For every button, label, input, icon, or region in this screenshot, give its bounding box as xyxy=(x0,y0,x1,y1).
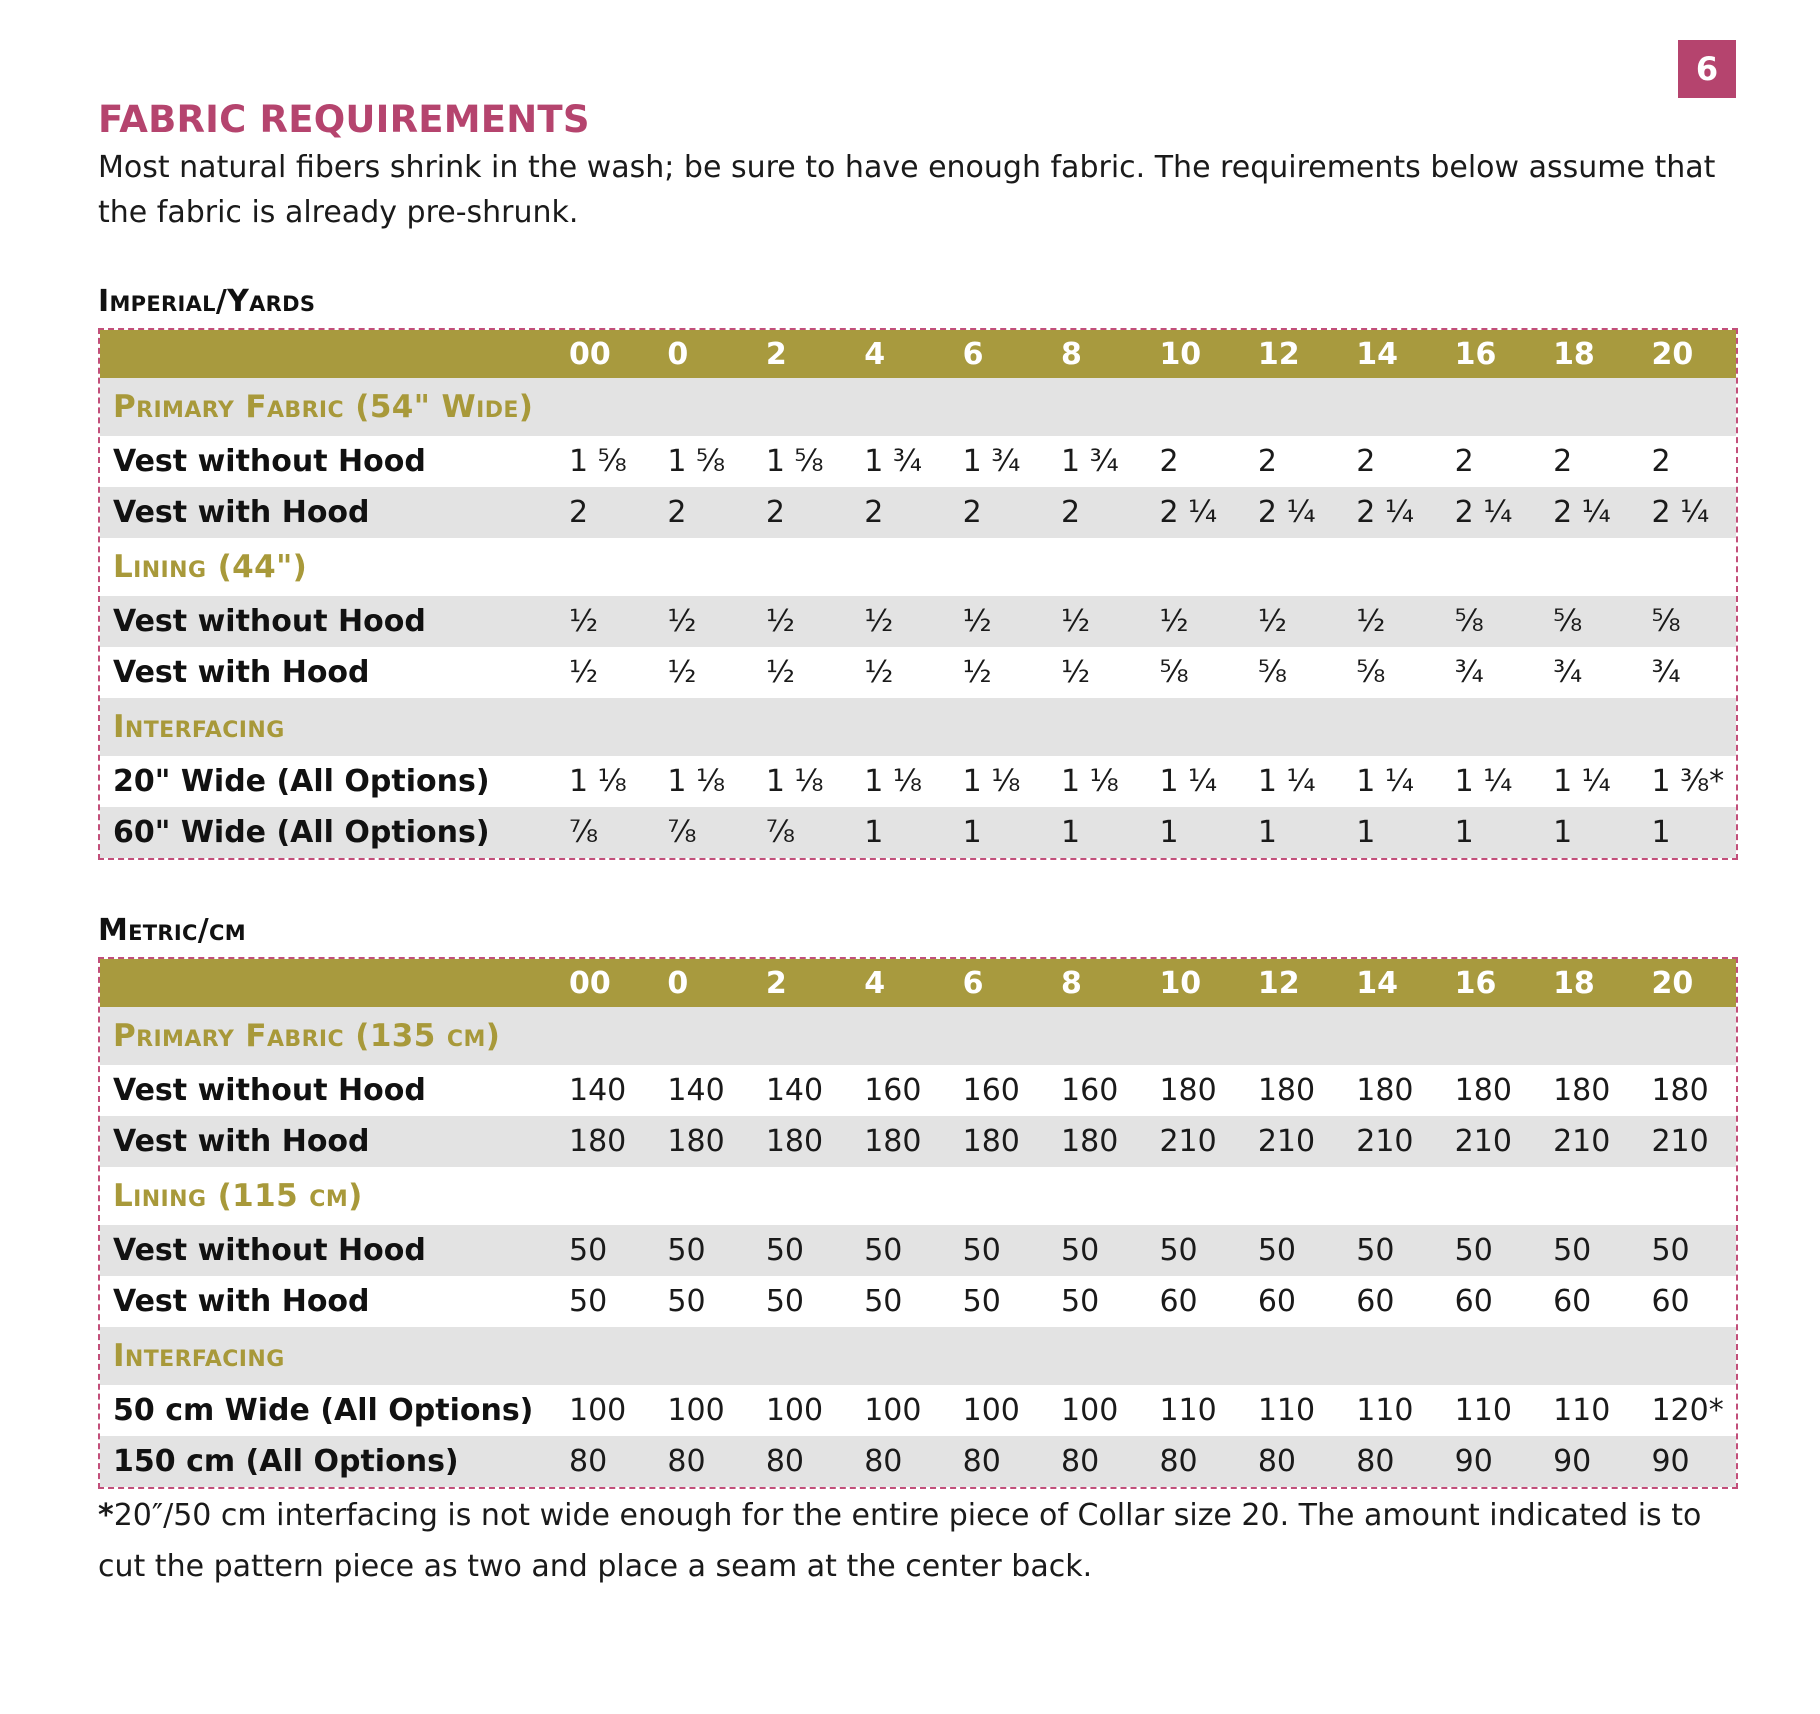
value-cell: 60 xyxy=(1244,1276,1342,1327)
size-header-cell: 8 xyxy=(1047,959,1145,1007)
size-header-blank xyxy=(100,330,555,378)
table-row xyxy=(100,487,1736,538)
table-row xyxy=(100,807,1736,858)
value-cell: 180 xyxy=(752,1116,850,1167)
value-cell: 180 xyxy=(1047,1116,1145,1167)
footnote-text: 20″/50 cm interfacing is not wide enough for the entire piece of Collar size 20. The amount indicated is to cut the pattern piece as two and place a seam at the center back. xyxy=(98,1498,1702,1584)
value-cell: 80 xyxy=(1244,1436,1342,1487)
category-label: Interfacing xyxy=(100,698,1736,756)
category-row-primary xyxy=(100,1007,1736,1065)
value-cell: 2 xyxy=(752,487,850,538)
value-cell: 50 xyxy=(555,1225,653,1276)
row-label: Vest with Hood xyxy=(100,1276,555,1327)
table-row xyxy=(100,756,1736,807)
value-cell: 80 xyxy=(653,1436,751,1487)
row-label: Vest without Hood xyxy=(100,596,555,647)
value-cell: ½ xyxy=(653,647,751,698)
row-label: Vest with Hood xyxy=(100,1116,555,1167)
row-label: 60" Wide (All Options) xyxy=(100,807,555,858)
value-cell: 210 xyxy=(1145,1116,1243,1167)
value-cell: 50 xyxy=(1047,1276,1145,1327)
table-row xyxy=(100,1065,1736,1116)
value-cell: 80 xyxy=(949,1436,1047,1487)
category-row-lining xyxy=(100,538,1736,596)
value-cell: ½ xyxy=(1047,647,1145,698)
value-cell: 140 xyxy=(752,1065,850,1116)
value-cell: 1 ⅛ xyxy=(555,756,653,807)
value-cell: 210 xyxy=(1441,1116,1539,1167)
value-cell: 1 ⅛ xyxy=(752,756,850,807)
value-cell: 2 xyxy=(653,487,751,538)
value-cell: 50 xyxy=(850,1225,948,1276)
size-header-cell: 10 xyxy=(1145,959,1243,1007)
size-header-cell: 0 xyxy=(653,330,751,378)
value-cell: 100 xyxy=(555,1385,653,1436)
value-cell: 50 xyxy=(1244,1225,1342,1276)
page-number-badge: 6 xyxy=(1678,40,1736,98)
value-cell: 50 xyxy=(1441,1225,1539,1276)
metric-table xyxy=(98,957,1738,1489)
value-cell: 2 xyxy=(1047,487,1145,538)
value-cell: 1 ⅛ xyxy=(1047,756,1145,807)
value-cell: 120* xyxy=(1637,1385,1736,1436)
value-cell: 1 xyxy=(1145,807,1243,858)
table-row xyxy=(100,596,1736,647)
page-title: FABRIC REQUIREMENTS xyxy=(98,98,590,141)
value-cell: ⅝ xyxy=(1342,647,1440,698)
value-cell: 100 xyxy=(1047,1385,1145,1436)
value-cell: 1 ⅝ xyxy=(555,436,653,487)
value-cell: 1 ¼ xyxy=(1441,756,1539,807)
size-header-cell: 00 xyxy=(555,330,653,378)
value-cell: 1 xyxy=(850,807,948,858)
category-label: Lining (115 cm) xyxy=(100,1167,1736,1225)
value-cell: 60 xyxy=(1145,1276,1243,1327)
value-cell: 1 xyxy=(1047,807,1145,858)
value-cell: 2 ¼ xyxy=(1244,487,1342,538)
value-cell: 2 xyxy=(1342,436,1440,487)
value-cell: 1 ⅛ xyxy=(653,756,751,807)
value-cell: 210 xyxy=(1539,1116,1637,1167)
value-cell: 50 xyxy=(1145,1225,1243,1276)
value-cell: 140 xyxy=(653,1065,751,1116)
value-cell: 1 ⅛ xyxy=(949,756,1047,807)
table-row xyxy=(100,1225,1736,1276)
value-cell: 80 xyxy=(555,1436,653,1487)
value-cell: 180 xyxy=(1244,1065,1342,1116)
value-cell: 50 xyxy=(653,1276,751,1327)
size-header-blank xyxy=(100,959,555,1007)
value-cell: 110 xyxy=(1539,1385,1637,1436)
value-cell: 180 xyxy=(1637,1065,1736,1116)
size-header-cell: 6 xyxy=(949,959,1047,1007)
value-cell: 1 ⅝ xyxy=(653,436,751,487)
category-label: Interfacing xyxy=(100,1327,1736,1385)
category-row-lining xyxy=(100,1167,1736,1225)
value-cell: ½ xyxy=(555,647,653,698)
value-cell: 1 ¼ xyxy=(1539,756,1637,807)
table-row xyxy=(100,1116,1736,1167)
category-row-primary xyxy=(100,378,1736,436)
category-label: Primary Fabric (135 cm) xyxy=(100,1007,1736,1065)
size-header-cell: 10 xyxy=(1145,330,1243,378)
value-cell: 140 xyxy=(555,1065,653,1116)
value-cell: 50 xyxy=(1342,1225,1440,1276)
category-row-interfacing xyxy=(100,1327,1736,1385)
size-header-cell: 2 xyxy=(752,330,850,378)
row-label: Vest without Hood xyxy=(100,436,555,487)
table-row xyxy=(100,647,1736,698)
size-header-cell: 0 xyxy=(653,959,751,1007)
value-cell: 160 xyxy=(1047,1065,1145,1116)
value-cell: 210 xyxy=(1637,1116,1736,1167)
value-cell: 2 xyxy=(1145,436,1243,487)
value-cell: ½ xyxy=(1244,596,1342,647)
size-header-cell: 12 xyxy=(1244,959,1342,1007)
value-cell: 1 ¾ xyxy=(1047,436,1145,487)
imperial-table xyxy=(98,328,1738,860)
value-cell: 2 ¼ xyxy=(1342,487,1440,538)
value-cell: 60 xyxy=(1342,1276,1440,1327)
row-label: Vest with Hood xyxy=(100,647,555,698)
value-cell: 2 xyxy=(1539,436,1637,487)
row-label: Vest without Hood xyxy=(100,1065,555,1116)
value-cell: ½ xyxy=(1047,596,1145,647)
size-header-row xyxy=(100,959,1736,1007)
value-cell: ½ xyxy=(752,647,850,698)
value-cell: 1 xyxy=(1342,807,1440,858)
value-cell: 160 xyxy=(949,1065,1047,1116)
size-header-row xyxy=(100,330,1736,378)
value-cell: 90 xyxy=(1539,1436,1637,1487)
size-header-cell: 4 xyxy=(850,959,948,1007)
value-cell: 50 xyxy=(1539,1225,1637,1276)
value-cell: 90 xyxy=(1637,1436,1736,1487)
size-header-cell: 18 xyxy=(1539,330,1637,378)
value-cell: ½ xyxy=(949,596,1047,647)
size-header-cell: 14 xyxy=(1342,330,1440,378)
value-cell: 1 xyxy=(1244,807,1342,858)
value-cell: 2 xyxy=(949,487,1047,538)
value-cell: 2 xyxy=(1637,436,1736,487)
value-cell: 180 xyxy=(850,1116,948,1167)
size-header-cell: 2 xyxy=(752,959,850,1007)
value-cell: 50 xyxy=(752,1276,850,1327)
size-header-cell: 18 xyxy=(1539,959,1637,1007)
value-cell: 180 xyxy=(949,1116,1047,1167)
value-cell: 180 xyxy=(1441,1065,1539,1116)
value-cell: ½ xyxy=(850,647,948,698)
value-cell: 160 xyxy=(850,1065,948,1116)
value-cell: 1 xyxy=(949,807,1047,858)
value-cell: 1 ¼ xyxy=(1244,756,1342,807)
row-label: 20" Wide (All Options) xyxy=(100,756,555,807)
value-cell: 50 xyxy=(653,1225,751,1276)
size-header-cell: 16 xyxy=(1441,959,1539,1007)
value-cell: ¾ xyxy=(1441,647,1539,698)
value-cell: ⅞ xyxy=(752,807,850,858)
value-cell: 2 xyxy=(555,487,653,538)
value-cell: ⅝ xyxy=(1539,596,1637,647)
value-cell: 1 ¾ xyxy=(850,436,948,487)
value-cell: ½ xyxy=(1342,596,1440,647)
size-header-cell: 14 xyxy=(1342,959,1440,1007)
value-cell: 50 xyxy=(949,1276,1047,1327)
value-cell: 80 xyxy=(1047,1436,1145,1487)
value-cell: 50 xyxy=(850,1276,948,1327)
value-cell: 100 xyxy=(653,1385,751,1436)
row-label: Vest with Hood xyxy=(100,487,555,538)
value-cell: 60 xyxy=(1637,1276,1736,1327)
value-cell: ⅝ xyxy=(1637,596,1736,647)
value-cell: 1 ¾ xyxy=(949,436,1047,487)
value-cell: 90 xyxy=(1441,1436,1539,1487)
value-cell: 180 xyxy=(1539,1065,1637,1116)
value-cell: 2 ¼ xyxy=(1539,487,1637,538)
value-cell: 110 xyxy=(1342,1385,1440,1436)
value-cell: 1 xyxy=(1637,807,1736,858)
value-cell: 80 xyxy=(850,1436,948,1487)
value-cell: ⅞ xyxy=(653,807,751,858)
value-cell: 1 xyxy=(1441,807,1539,858)
value-cell: 2 xyxy=(1441,436,1539,487)
table-row xyxy=(100,1436,1736,1487)
value-cell: 2 xyxy=(1244,436,1342,487)
size-header-cell: 8 xyxy=(1047,330,1145,378)
metric-heading: Metric/cm xyxy=(98,913,246,948)
value-cell: 1 ⅛ xyxy=(850,756,948,807)
row-label: 150 cm (All Options) xyxy=(100,1436,555,1487)
value-cell: ½ xyxy=(752,596,850,647)
value-cell: 1 xyxy=(1539,807,1637,858)
value-cell: 2 xyxy=(850,487,948,538)
value-cell: 180 xyxy=(555,1116,653,1167)
size-header-cell: 4 xyxy=(850,330,948,378)
category-label: Lining (44") xyxy=(100,538,1736,596)
size-header-cell: 20 xyxy=(1637,959,1736,1007)
value-cell: ½ xyxy=(555,596,653,647)
value-cell: ¾ xyxy=(1637,647,1736,698)
size-header-cell: 12 xyxy=(1244,330,1342,378)
value-cell: 100 xyxy=(850,1385,948,1436)
value-cell: 2 ¼ xyxy=(1637,487,1736,538)
value-cell: 2 ¼ xyxy=(1441,487,1539,538)
value-cell: 50 xyxy=(949,1225,1047,1276)
value-cell: 1 ⅜* xyxy=(1637,756,1736,807)
value-cell: ⅝ xyxy=(1244,647,1342,698)
intro-paragraph: Most natural fibers shrink in the wash; be sure to have enough fabric. The requirements below assume that the fabric is already pre-shrunk. xyxy=(98,150,1716,230)
value-cell: 1 ¼ xyxy=(1342,756,1440,807)
value-cell: 2 ¼ xyxy=(1145,487,1243,538)
value-cell: ½ xyxy=(949,647,1047,698)
value-cell: 110 xyxy=(1244,1385,1342,1436)
value-cell: 180 xyxy=(653,1116,751,1167)
value-cell: 210 xyxy=(1244,1116,1342,1167)
category-row-interfacing xyxy=(100,698,1736,756)
value-cell: ½ xyxy=(850,596,948,647)
value-cell: 180 xyxy=(1145,1065,1243,1116)
footnote-asterisk: * xyxy=(98,1498,114,1533)
value-cell: 60 xyxy=(1441,1276,1539,1327)
size-header-cell: 00 xyxy=(555,959,653,1007)
value-cell: 110 xyxy=(1441,1385,1539,1436)
value-cell: 50 xyxy=(555,1276,653,1327)
table-row xyxy=(100,1276,1736,1327)
value-cell: 180 xyxy=(1342,1065,1440,1116)
value-cell: 210 xyxy=(1342,1116,1440,1167)
size-header-cell: 6 xyxy=(949,330,1047,378)
value-cell: 50 xyxy=(752,1225,850,1276)
value-cell: 80 xyxy=(1342,1436,1440,1487)
value-cell: 100 xyxy=(752,1385,850,1436)
row-label: 50 cm Wide (All Options) xyxy=(100,1385,555,1436)
value-cell: ½ xyxy=(1145,596,1243,647)
value-cell: 110 xyxy=(1145,1385,1243,1436)
footnote xyxy=(98,1490,1748,1592)
size-header-cell: 20 xyxy=(1637,330,1736,378)
table-row xyxy=(100,436,1736,487)
value-cell: ½ xyxy=(653,596,751,647)
size-header-cell: 16 xyxy=(1441,330,1539,378)
imperial-heading: Imperial/Yards xyxy=(98,284,316,319)
value-cell: 50 xyxy=(1047,1225,1145,1276)
value-cell: 50 xyxy=(1637,1225,1736,1276)
value-cell: 1 ⅝ xyxy=(752,436,850,487)
value-cell: ¾ xyxy=(1539,647,1637,698)
row-label: Vest without Hood xyxy=(100,1225,555,1276)
value-cell: ⅞ xyxy=(555,807,653,858)
category-label: Primary Fabric (54" Wide) xyxy=(100,378,1736,436)
value-cell: 60 xyxy=(1539,1276,1637,1327)
value-cell: 100 xyxy=(949,1385,1047,1436)
value-cell: 80 xyxy=(1145,1436,1243,1487)
value-cell: ⅝ xyxy=(1145,647,1243,698)
table-row xyxy=(100,1385,1736,1436)
value-cell: ⅝ xyxy=(1441,596,1539,647)
value-cell: 1 ¼ xyxy=(1145,756,1243,807)
value-cell: 80 xyxy=(752,1436,850,1487)
